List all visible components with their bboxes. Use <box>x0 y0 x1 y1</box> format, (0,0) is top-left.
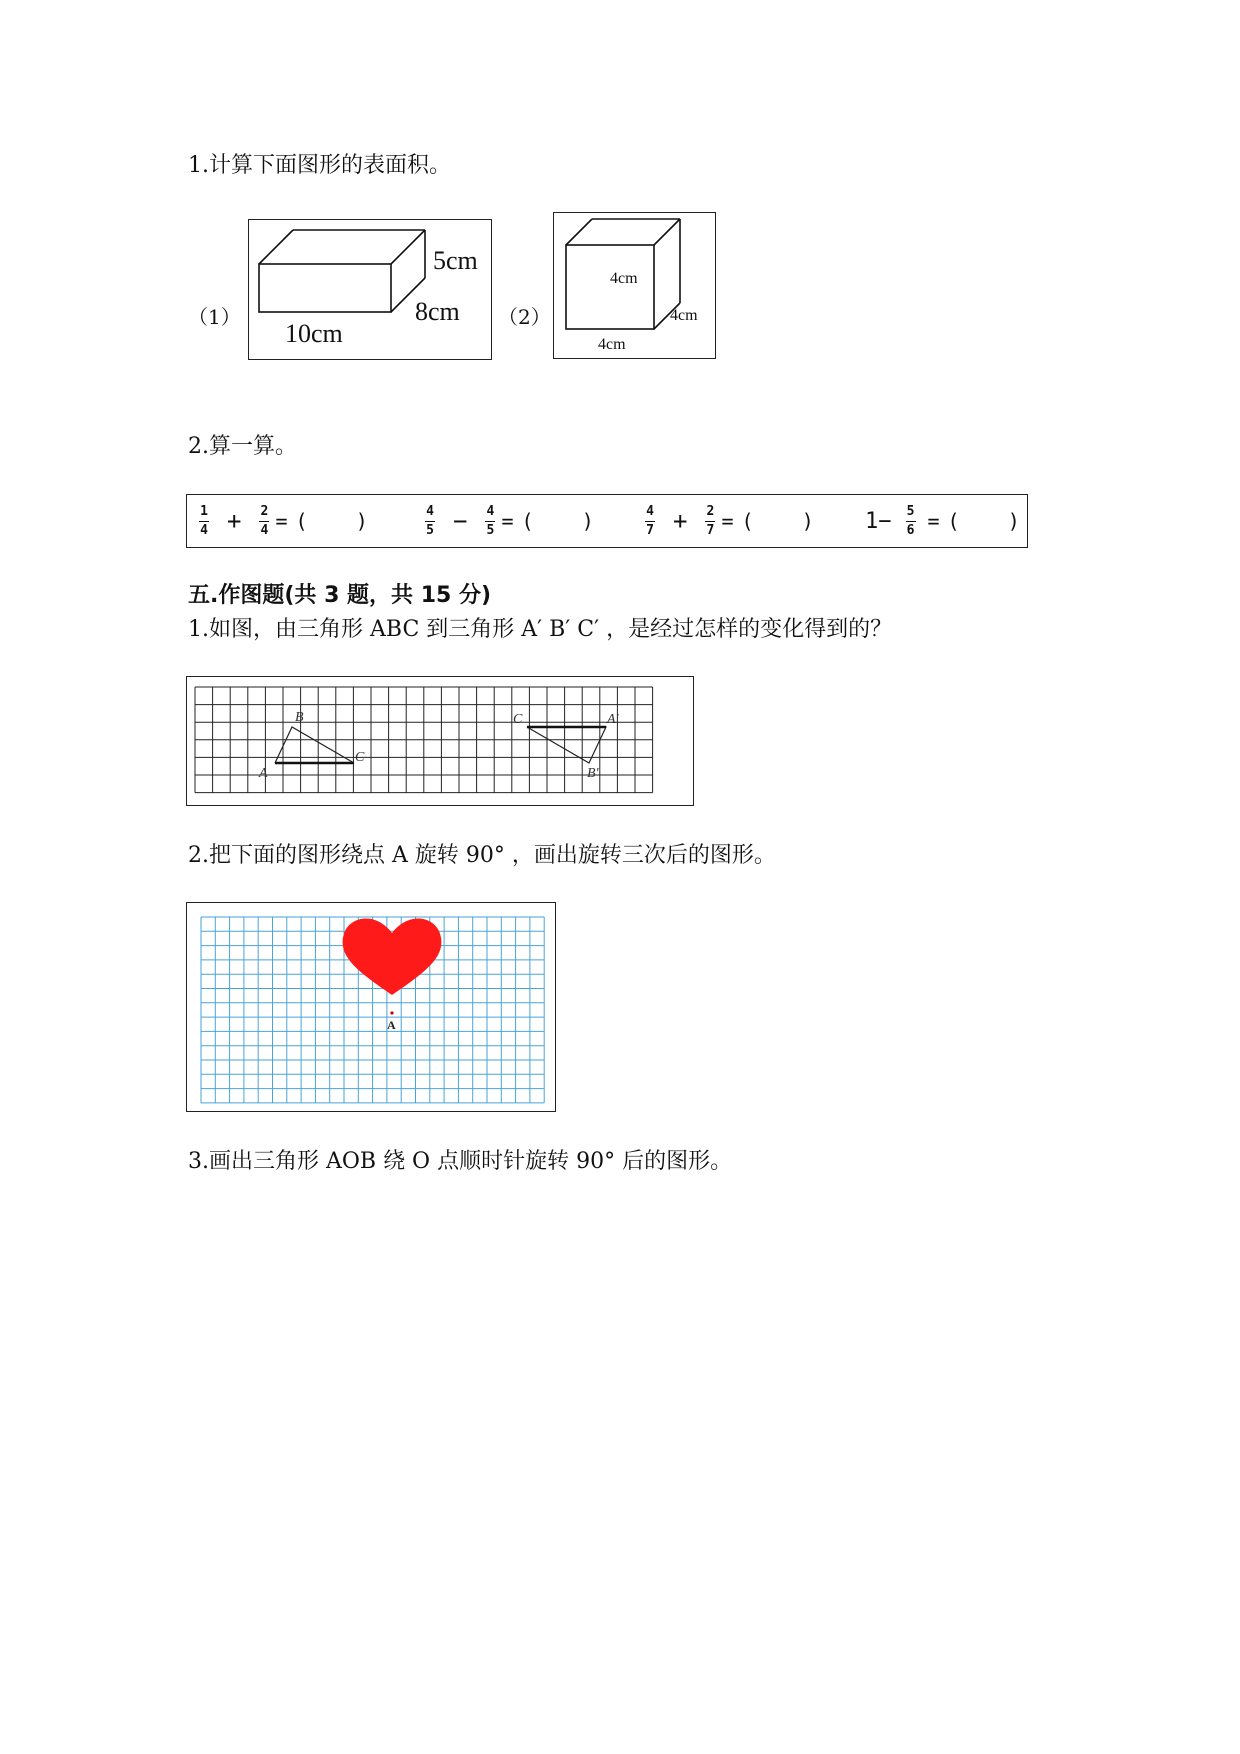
triangle-transform-figure <box>186 676 694 806</box>
calculation-box <box>186 494 1028 548</box>
answer-blank[interactable]: ( ) <box>521 509 594 533</box>
cuboid-height-label: 5cm <box>433 246 478 275</box>
vertex-c-label: C <box>355 750 365 765</box>
heart-grid <box>187 903 555 1111</box>
operator: − <box>453 507 468 535</box>
fraction: $\frac{1}{4}$ <box>200 503 208 538</box>
fraction: $\frac{2}{7}$ <box>706 503 715 538</box>
fraction: $\frac{4}{5}$ <box>486 503 495 538</box>
fraction: $\frac{4}{5}$ <box>426 503 434 538</box>
calc-item-2 <box>419 495 594 547</box>
cube-figure <box>553 212 716 359</box>
section-5-question-3-text: 3.画出三角形 AOB 绕 O 点顺时针旋转 90° 后的图形。 <box>188 1149 733 1174</box>
vertex-b-prime-label: B' <box>587 766 599 781</box>
vertex-b-label: B <box>295 710 304 725</box>
fraction: $\frac{4}{7}$ <box>646 503 654 538</box>
calc-item-3 <box>639 495 814 547</box>
heart-rotation-figure <box>186 902 556 1112</box>
answer-blank[interactable]: ( ) <box>947 509 1020 533</box>
calc-item-4 <box>865 495 1020 547</box>
cuboid-depth-label: 8cm <box>415 297 460 326</box>
cuboid-length-label: 10cm <box>285 319 343 348</box>
cube-side-edge-label: 4cm <box>670 307 698 324</box>
triangle-grid <box>187 677 693 805</box>
figure-label-2: （2） <box>498 305 551 329</box>
question-2-text: 2.算一算。 <box>188 434 297 459</box>
equals-sign: = <box>501 509 514 533</box>
section-5-question-2-text: 2.把下面的图形绕点 A 旋转 90° ，画出旋转三次后的图形。 <box>188 843 776 868</box>
point-a-label: A <box>387 1018 396 1032</box>
cube-drawing <box>554 213 715 358</box>
section-5-title: 五.作图题(共 3 题，共 15 分) <box>188 583 492 608</box>
operator: + <box>227 507 242 535</box>
answer-blank[interactable]: ( ) <box>741 509 814 533</box>
vertex-a-label: A <box>259 766 268 781</box>
fraction: $\frac{2}{4}$ <box>260 503 269 538</box>
minuend: 1− <box>865 508 892 534</box>
point-a-marker <box>390 1011 393 1014</box>
section-5-question-1-text: 1.如图，由三角形 ABC 到三角形 A′ B′ C′ ，是经过怎样的变化得到的？ <box>188 617 893 642</box>
equals-sign: = <box>721 509 734 533</box>
equals-sign: = <box>927 509 940 533</box>
fraction: $\frac{5}{6}$ <box>906 503 915 538</box>
vertex-a-prime-label: A' <box>607 712 619 727</box>
cube-bottom-edge-label: 4cm <box>598 336 626 353</box>
equals-sign: = <box>275 509 288 533</box>
cuboid-drawing <box>249 220 491 359</box>
calc-item-1 <box>193 495 368 547</box>
cube-front-edge-label: 4cm <box>610 270 638 287</box>
figure-label-1: （1） <box>188 305 241 329</box>
vertex-c-prime-label: C <box>513 712 523 727</box>
answer-blank[interactable]: ( ) <box>295 509 368 533</box>
question-1-text: 1.计算下面图形的表面积。 <box>188 153 451 178</box>
operator: + <box>673 507 688 535</box>
cuboid-figure <box>248 219 492 360</box>
heart-shape <box>343 919 442 996</box>
